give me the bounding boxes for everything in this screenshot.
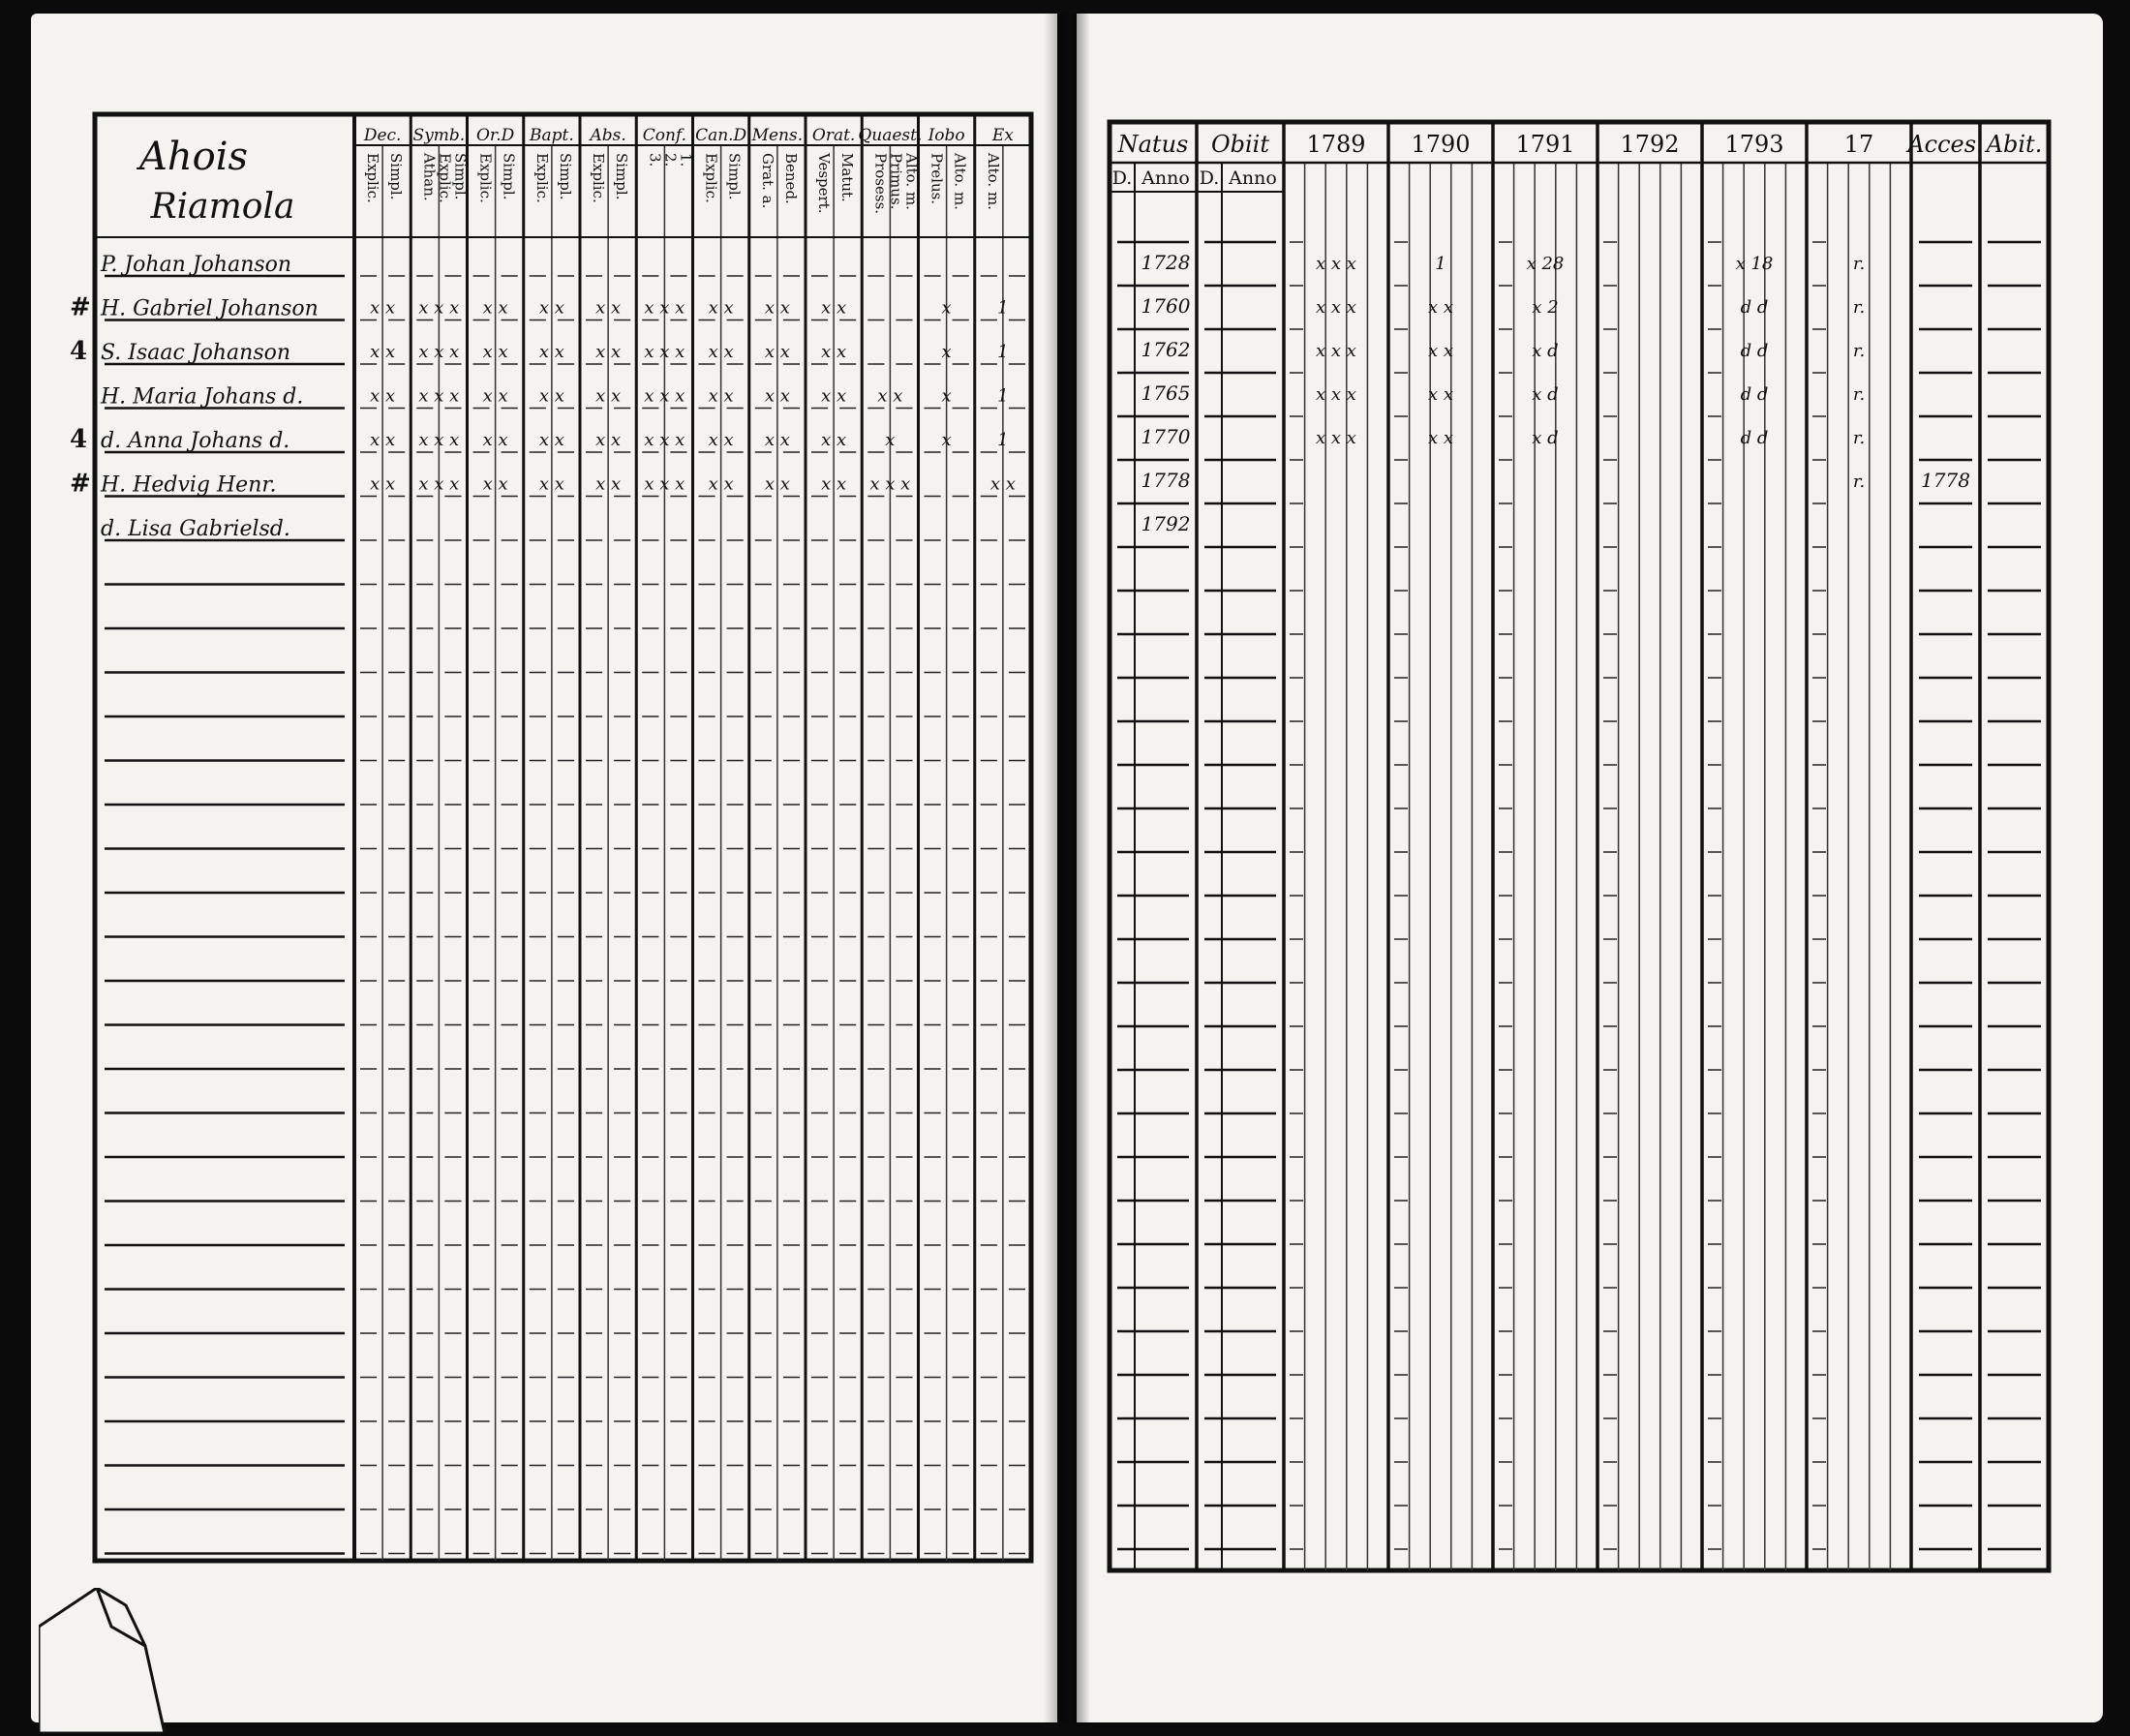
row-name-3: H. Maria Johans d.: [101, 384, 304, 410]
row-cell-mark: x x x: [644, 473, 685, 495]
row-cell-mark: x: [941, 342, 952, 362]
column-subheader: Explic.: [364, 153, 381, 203]
year-mark: x 2: [1532, 297, 1559, 318]
row-cell-mark: x x: [538, 473, 564, 495]
row-cell-mark: x x x: [644, 342, 685, 362]
natus-anno-4: 1770: [1141, 425, 1191, 448]
row-cell-mark: x x: [482, 473, 508, 495]
row-cell-mark: x x: [538, 430, 564, 450]
year-mark: d d: [1740, 341, 1769, 361]
row-cell-mark: x x: [595, 430, 622, 450]
row-name-6: d. Lisa Gabrielsd.: [101, 517, 290, 541]
sub-header-anno: Anno: [1229, 168, 1277, 189]
row-cell-mark: x x: [821, 297, 847, 319]
right-register-table: [1065, 0, 2130, 1736]
column-subheader: Simpl.: [725, 153, 744, 200]
natus-anno-5: 1778: [1141, 469, 1191, 492]
year-header-1789: 1789: [1306, 131, 1366, 158]
column-subheader: Explic.: [476, 153, 495, 203]
row-cell-mark: x: [941, 385, 952, 407]
year-mark: d d: [1740, 384, 1769, 405]
column-subheader: Matut.: [838, 153, 857, 202]
column-subheader: Prosess.: [871, 153, 890, 215]
row-cell-mark: 1: [997, 342, 1009, 362]
row-name-4: d. Anna Johans d.: [101, 429, 290, 453]
column-header-ord: Or.D: [476, 126, 515, 145]
row-cell-mark: x x: [708, 297, 734, 319]
year-mark: d d: [1740, 297, 1769, 318]
column-subheader: Simpl.: [613, 153, 631, 200]
column-header-dec: Dec.: [363, 126, 402, 145]
natus-anno-1: 1760: [1141, 294, 1191, 318]
row-cell-mark: x x x: [644, 430, 685, 450]
year-header-1793: 1793: [1724, 131, 1784, 158]
column-header-quaest: Quaest.: [858, 126, 923, 145]
column-header-iobo: Iobo: [928, 126, 965, 145]
row-cell-mark: x x x: [418, 473, 460, 495]
year-mark: r.: [1852, 384, 1866, 405]
year-header-17: 17: [1843, 131, 1874, 158]
row-cell-mark: x x: [764, 385, 790, 407]
year-mark: x 18: [1735, 254, 1774, 274]
column-header-mens: Mens.: [751, 126, 804, 145]
right-header-natus: Natus: [1117, 131, 1189, 158]
year-mark: x x x: [1316, 254, 1356, 274]
row-cell-mark: x x: [764, 430, 790, 450]
column-subheader: Prelus.: [928, 153, 946, 205]
row-cell-mark: x x: [482, 430, 508, 450]
row-cell-mark: 1: [997, 297, 1009, 319]
sub-header-d: D.: [1199, 168, 1220, 189]
year-mark: x x: [1427, 384, 1454, 405]
row-cell-mark: x x: [764, 473, 790, 495]
column-subheader: Primus.: [887, 153, 905, 210]
natus-anno-6: 1792: [1141, 512, 1191, 535]
row-cell-mark: x x: [989, 473, 1016, 495]
year-mark: r.: [1852, 254, 1866, 274]
register-title-line1: Ahois: [138, 135, 249, 179]
column-header-ex: Ex: [991, 126, 1014, 145]
row-cell-mark: x x x: [418, 385, 460, 407]
row-cell-mark: x x x: [869, 473, 911, 495]
row-margin-mark: #: [70, 469, 91, 499]
row-cell-mark: x x x: [644, 297, 685, 319]
column-subheader: Vespert.: [815, 153, 833, 214]
row-cell-mark: x x: [708, 430, 734, 450]
row-cell-mark: x x: [595, 385, 622, 407]
year-mark: x x x: [1316, 384, 1356, 405]
row-cell-mark: x x: [821, 385, 847, 407]
right-header-obiit: Obiit: [1210, 131, 1270, 158]
column-subheader: 1.: [677, 153, 695, 168]
row-cell-mark: x x x: [418, 297, 460, 319]
acces-note: 1778: [1921, 469, 1970, 492]
year-mark: x d: [1532, 384, 1559, 405]
row-margin-mark: #: [70, 292, 91, 322]
year-mark: x x x: [1316, 428, 1356, 448]
year-mark: x x: [1427, 341, 1454, 361]
column-subheader: Alto. m.: [951, 153, 969, 210]
row-cell-mark: x x: [482, 342, 508, 362]
row-cell-mark: x x: [595, 297, 622, 319]
year-mark: x d: [1532, 428, 1559, 448]
sub-header-d: D.: [1111, 168, 1133, 189]
year-mark: r.: [1852, 341, 1866, 361]
row-cell-mark: x: [885, 430, 896, 450]
right-table-frame: [1110, 122, 2049, 1570]
row-cell-mark: x: [941, 297, 952, 319]
year-mark: x 28: [1526, 254, 1565, 274]
right-header-abit: Abit.: [1986, 131, 2043, 158]
row-cell-mark: x x: [708, 473, 734, 495]
row-margin-mark: 4: [70, 425, 88, 454]
column-subheader: Simpl.: [451, 153, 470, 200]
column-subheader: Explic.: [436, 153, 454, 203]
row-cell-mark: x x: [538, 342, 564, 362]
row-cell-mark: x x: [370, 430, 396, 450]
column-subheader: Explic.: [702, 153, 720, 203]
year-mark: r.: [1852, 297, 1866, 318]
column-header-abs: Abs.: [590, 126, 626, 145]
year-mark: r.: [1852, 472, 1866, 492]
year-mark: 1: [1435, 254, 1446, 274]
year-mark: x x: [1427, 297, 1454, 318]
column-subheader: Athan.: [420, 153, 439, 201]
register-title-line2: Riamola: [150, 187, 295, 227]
row-cell-mark: x: [941, 430, 952, 450]
row-cell-mark: x x: [708, 342, 734, 362]
column-subheader: Explic.: [532, 153, 551, 203]
row-cell-mark: x x: [370, 385, 396, 407]
year-mark: x x x: [1316, 341, 1356, 361]
row-name-2: S. Isaac Johanson: [101, 341, 291, 365]
row-cell-mark: x x: [595, 342, 622, 362]
natus-anno-3: 1765: [1141, 381, 1191, 405]
row-cell-mark: x x: [821, 342, 847, 362]
sub-header-anno: Anno: [1141, 168, 1190, 189]
year-header-1790: 1790: [1411, 131, 1471, 158]
column-subheader: Simpl.: [500, 153, 518, 200]
row-cell-mark: x x: [877, 385, 903, 407]
row-margin-mark: 4: [70, 337, 88, 366]
row-cell-mark: 1: [997, 385, 1009, 407]
column-subheader: Alto. m.: [984, 153, 1002, 210]
row-name-1: H. Gabriel Johanson: [101, 296, 319, 321]
year-mark: x x x: [1316, 297, 1356, 318]
row-name-5: H. Hedvig Henr.: [101, 472, 277, 498]
natus-anno-0: 1728: [1141, 251, 1191, 274]
row-cell-mark: x x: [370, 473, 396, 495]
right-header-acces: Acces.: [1907, 131, 1984, 158]
row-cell-mark: x x: [821, 473, 847, 495]
row-cell-mark: x x x: [418, 430, 460, 450]
row-cell-mark: x x: [370, 297, 396, 319]
year-header-1791: 1791: [1515, 131, 1575, 158]
column-subheader: 2.: [661, 153, 680, 168]
row-cell-mark: x x: [764, 342, 790, 362]
column-header-conf: Conf.: [642, 126, 687, 145]
row-cell-mark: 1: [997, 430, 1009, 450]
row-cell-mark: x x: [595, 473, 622, 495]
column-subheader: Alto. m.: [902, 153, 921, 210]
column-subheader: 3.: [646, 153, 664, 168]
row-cell-mark: x x: [708, 385, 734, 407]
row-cell-mark: x x: [482, 385, 508, 407]
row-cell-mark: x x: [538, 385, 564, 407]
row-cell-mark: x x x: [418, 342, 460, 362]
row-cell-mark: x x: [370, 342, 396, 362]
column-header-symb: Symb.: [412, 126, 466, 145]
year-mark: d d: [1740, 428, 1769, 448]
column-subheader: Simpl.: [387, 153, 406, 200]
column-subheader: Explic.: [590, 153, 607, 203]
natus-anno-2: 1762: [1141, 338, 1191, 361]
column-subheader: Bened.: [781, 153, 800, 204]
column-header-bapt: Bapt.: [530, 126, 574, 145]
row-cell-mark: x x: [482, 297, 508, 319]
column-subheader: Grat. a.: [758, 153, 776, 209]
year-mark: r.: [1852, 428, 1866, 448]
year-header-1792: 1792: [1620, 131, 1680, 158]
column-header-cand: Can.D: [695, 126, 747, 145]
row-cell-mark: x x x: [644, 385, 685, 407]
column-header-orat: Orat.: [811, 126, 856, 145]
year-mark: x d: [1532, 341, 1559, 361]
column-subheader: Simpl.: [556, 153, 574, 200]
row-name-0: P. Johan Johanson: [101, 253, 292, 277]
row-cell-mark: x x: [764, 297, 790, 319]
year-mark: x x: [1427, 428, 1454, 448]
row-cell-mark: x x: [821, 430, 847, 450]
row-cell-mark: x x: [538, 297, 564, 319]
